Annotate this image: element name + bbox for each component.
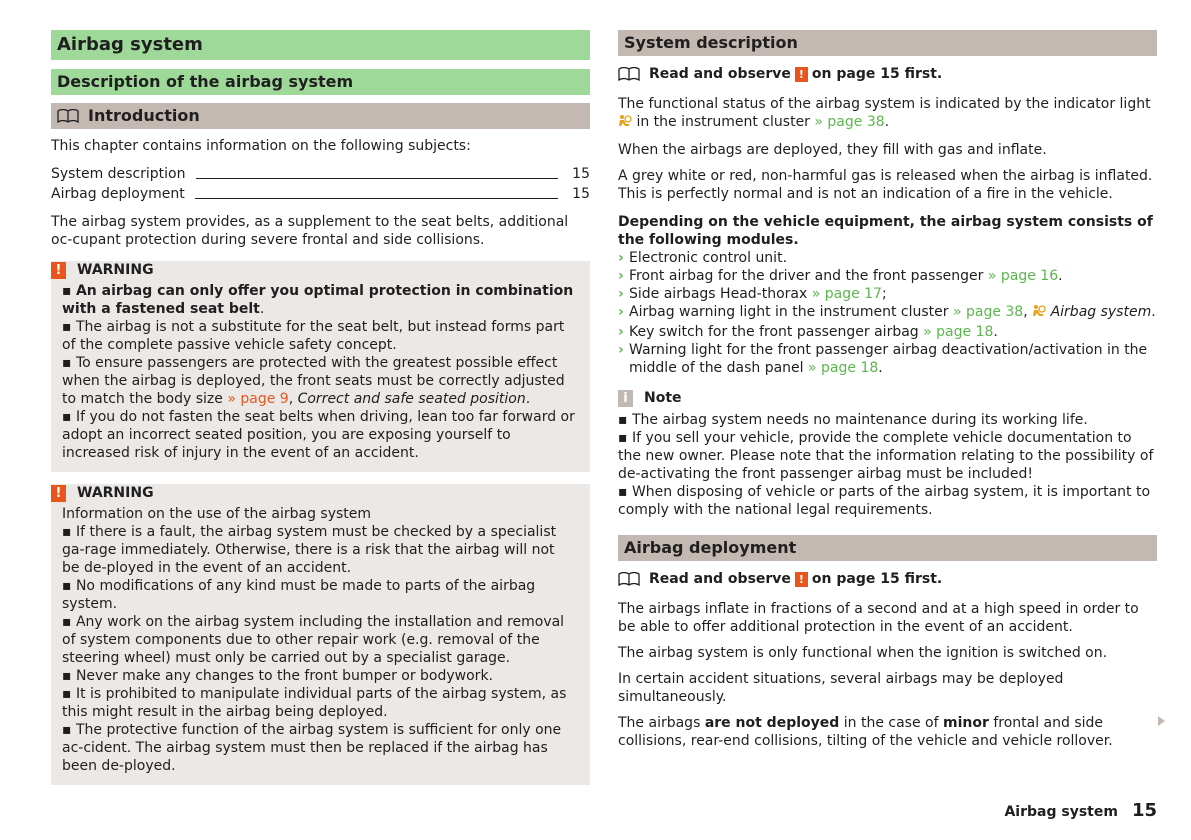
- info-icon: i: [618, 390, 633, 407]
- toc-page: 15: [572, 166, 590, 182]
- toc-label: System description: [51, 166, 186, 182]
- warning-intro: Information on the use of the airbag system: [62, 506, 372, 522]
- note-item: ▪ When disposing of vehicle or parts of the airbag system, it is important to comply with the national legal requirements.: [618, 484, 1151, 518]
- paragraph: The functional status of the airbag system is indicated by the indicator light in the instrument cluster » page 38.: [618, 95, 1157, 133]
- airbag-deployment-heading: Airbag deployment: [618, 535, 1157, 561]
- page-link[interactable]: » page 18: [923, 324, 994, 340]
- toc-leader: [196, 178, 559, 179]
- warning-paragraph: ▪ No modifications of any kind must be made to parts of the airbag system.: [62, 578, 536, 612]
- paragraph: When the airbags are deployed, they fill with gas and inflate.: [618, 142, 1047, 158]
- toc-leader: [195, 198, 558, 199]
- warning-box-2: [51, 484, 590, 785]
- list-item: › Key switch for the front passenger airbag » page 18.: [618, 324, 998, 340]
- note-item: ▪ If you sell your vehicle, provide the complete vehicle documentation to the new owner. Please note that the information relating to the possibility of de-activating the front passenger airbag must be included!: [618, 430, 1154, 482]
- warning-icon: !: [795, 67, 808, 82]
- warning-paragraph: ▪ Any work on the airbag system including the installation and removal of system components due to other repair work (e.g. removal of the steering wheel) must only be carried out by a specialist garage.: [62, 614, 565, 666]
- continue-arrow-icon: [1158, 716, 1165, 726]
- read-observe: Read and observe ! on page 15 first.: [618, 569, 1157, 589]
- paragraph: The airbags inflate in fractions of a second and at a high speed in order to be able to offer additional protection in the event of an accident.: [618, 601, 1139, 635]
- chapter-title: Airbag system: [51, 30, 590, 60]
- page-link[interactable]: » page 9: [227, 391, 289, 407]
- toc-item[interactable]: [51, 164, 590, 184]
- page-footer: [1004, 800, 1157, 821]
- note-label: Note: [644, 390, 682, 406]
- list-item: › Airbag warning light in the instrument cluster » page 38, Airbag system.: [618, 303, 1157, 323]
- modules-heading: Depending on the vehicle equipment, the airbag system consists of the following modules.: [618, 214, 1153, 248]
- warning-paragraph: ▪ To ensure passengers are protected with the greatest possible effect when the airbag is deployed, the front seats must be correctly adjusted to match the body size » page 9, Correct and safe seated position.: [62, 355, 565, 407]
- warning-label: WARNING: [77, 262, 154, 278]
- section-title: Description of the airbag system: [51, 69, 590, 95]
- list-item: › Electronic control unit.: [618, 250, 788, 266]
- right-column: [618, 30, 1157, 750]
- modules-list: [618, 249, 1157, 377]
- toc-item[interactable]: [51, 184, 590, 204]
- warning-icon: !: [51, 485, 66, 502]
- intro-title: Introduction: [88, 106, 200, 125]
- warning-paragraph: ▪ If there is a fault, the airbag system must be checked by a specialist ga-rage immediately. Otherwise, there is a risk that the airbag will not be de-ployed in the event of an accident.: [62, 524, 557, 576]
- book-icon: [618, 572, 640, 586]
- intro-heading: [51, 103, 590, 129]
- footer-title: Airbag system: [1004, 804, 1118, 820]
- warning-label: WARNING: [77, 485, 154, 501]
- warning-icon: !: [51, 262, 66, 279]
- warning-header: [51, 484, 565, 502]
- note-header: [618, 389, 1157, 407]
- warning-paragraph: ▪ It is prohibited to manipulate individual parts of the airbag system, as this might result in the airbag being deployed.: [62, 686, 567, 720]
- page-link[interactable]: » page 16: [987, 268, 1059, 284]
- airbag-warning-light-icon: [618, 114, 632, 133]
- read-observe: Read and observe ! on page 15 first.: [618, 64, 1157, 84]
- paragraph: The airbag system is only functional when the ignition is switched on.: [618, 645, 1108, 661]
- warning-box-1: [51, 261, 590, 472]
- page-link[interactable]: » page 18: [808, 360, 879, 376]
- warning-icon: !: [795, 572, 808, 587]
- warning-paragraph: ▪ The protective function of the airbag system is sufficient for only one ac-cident. The airbag system must then be replaced if the airbag has been de-ployed.: [62, 722, 562, 774]
- paragraph: In certain accident situations, several airbags may be deployed simultaneously.: [618, 671, 1064, 705]
- page-number: 15: [1131, 800, 1157, 821]
- warning-paragraph: ▪ If you do not fasten the seat belts when driving, lean too far forward or adopt an incorrect seated position, you are exposing yourself to increased risk of injury in the event of an accident.: [62, 409, 575, 461]
- intro-text: This chapter contains information on the following subjects:: [51, 138, 471, 154]
- supplement-text: The airbag system provides, as a supplement to the seat belts, additional oc-cupant protection during severe frontal and side collisions.: [51, 214, 569, 248]
- page-link[interactable]: » page 38: [952, 304, 1024, 320]
- list-item: › Front airbag for the driver and the front passenger » page 16.: [618, 268, 1063, 284]
- toc: [51, 164, 590, 204]
- note-item: ▪ The airbag system needs no maintenance during its working life.: [618, 412, 1088, 428]
- toc-label: Airbag deployment: [51, 186, 185, 202]
- toc-page: 15: [572, 186, 590, 202]
- page-link[interactable]: » page 38: [814, 114, 885, 130]
- warning-header: [51, 261, 565, 279]
- airbag-warning-light-icon: [1032, 304, 1046, 323]
- warning-paragraph: ▪ Never make any changes to the front bumper or bodywork.: [62, 668, 493, 684]
- left-column: [51, 30, 590, 785]
- book-icon: [618, 67, 640, 81]
- warning-paragraph: ▪ The airbag is not a substitute for the seat belt, but instead forms part of the complete passive vehicle safety concept.: [62, 319, 565, 353]
- paragraph: A grey white or red, non-harmful gas is released when the airbag is inflated. This is perfectly normal and is not an indication of a fire in the vehicle.: [618, 168, 1153, 202]
- page-link[interactable]: » page 17: [811, 286, 882, 302]
- system-description-heading: System description: [618, 30, 1157, 56]
- list-item: › Side airbags Head-thorax » page 17;: [618, 286, 887, 302]
- paragraph: The airbags are not deployed in the case of minor frontal and side collisions, rear-end collisions, tilting of the vehicle and vehicle rollover.: [618, 715, 1113, 749]
- book-icon: [57, 109, 79, 123]
- warning-paragraph: ▪ An airbag can only offer you optimal protection in combination with a fastened seat belt.: [62, 283, 574, 317]
- list-item: › Warning light for the front passenger airbag deactivation/activation in the middle of the dash panel » page 18.: [618, 342, 1148, 376]
